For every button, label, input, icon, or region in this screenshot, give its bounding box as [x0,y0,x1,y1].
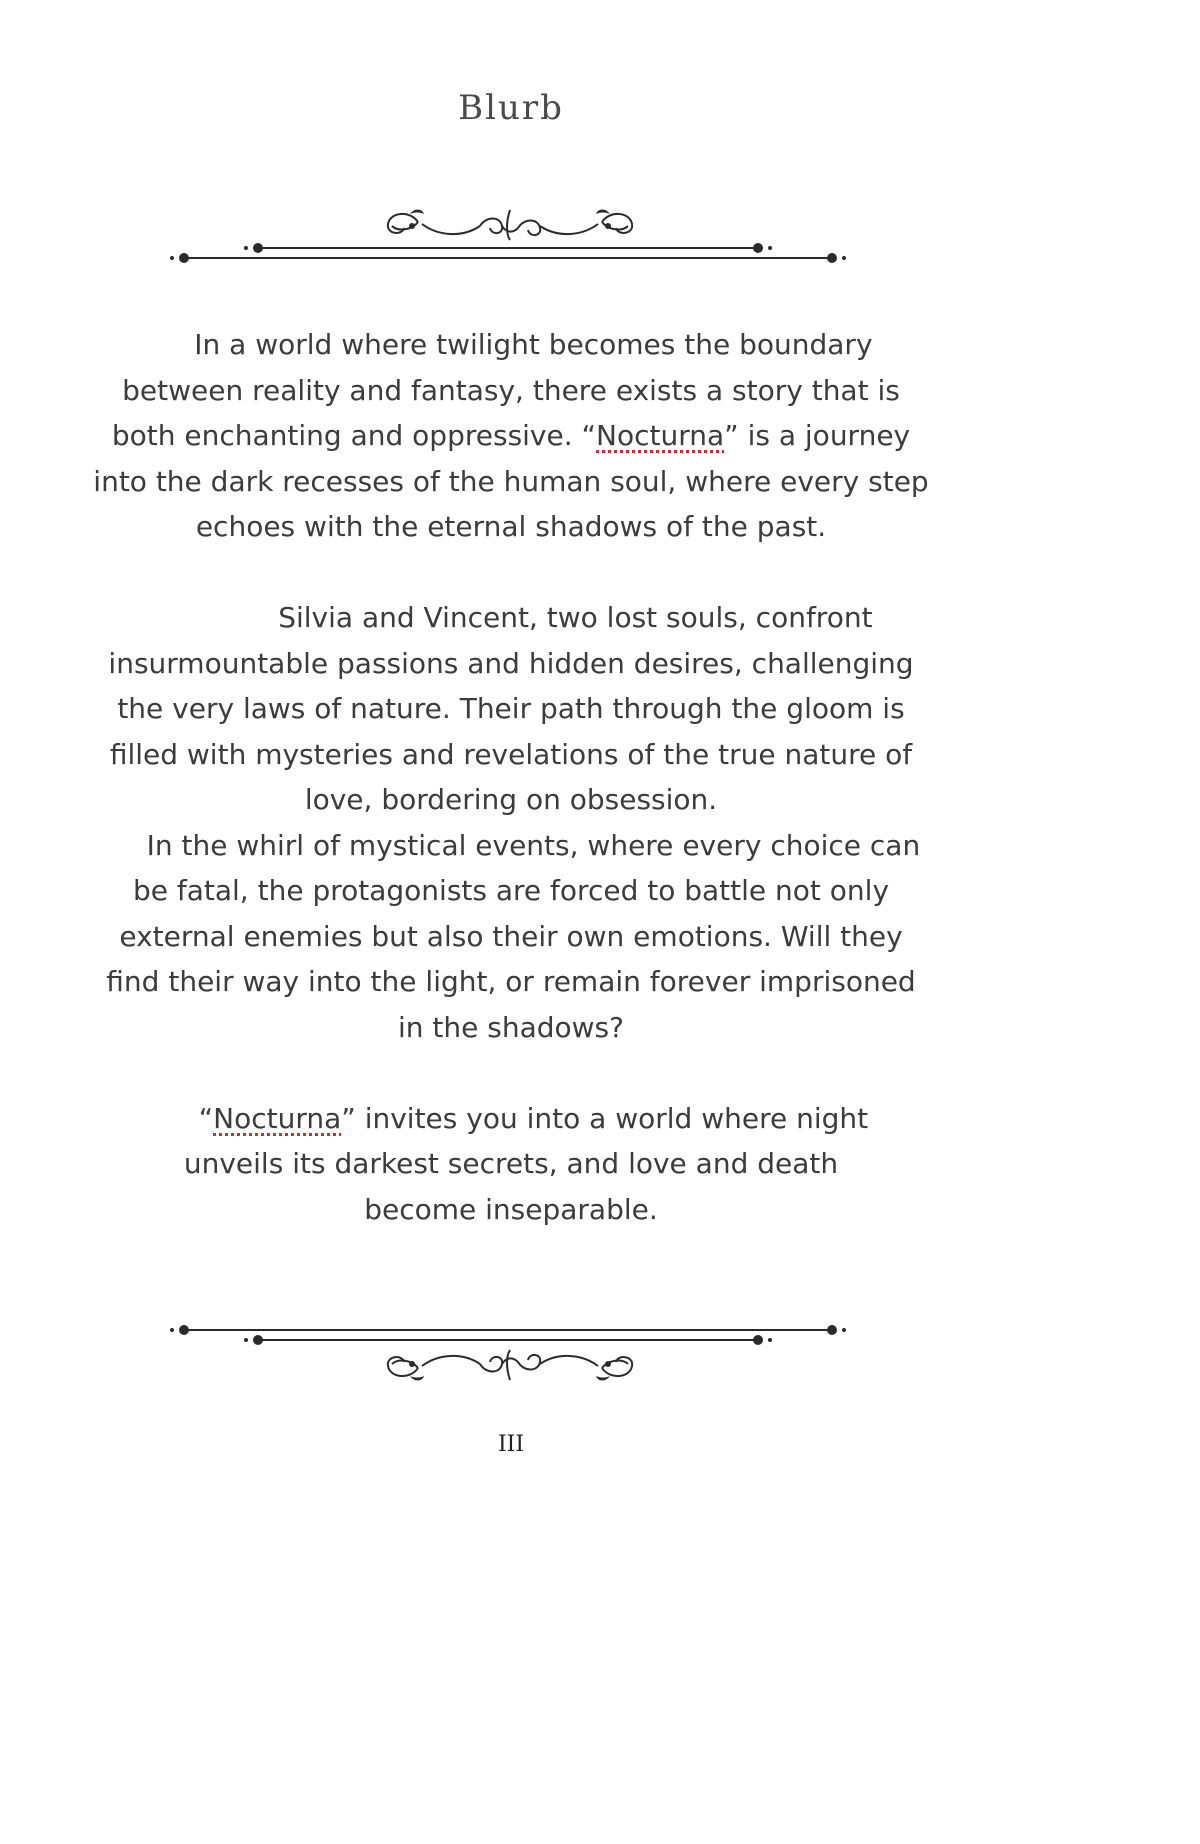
paragraph-1-end: ” is a journey into the dark recesses of the human soul, where every step echoes with the eternal shadows of the past. [93,419,929,543]
paragraph-4-end: ” invites you into a world where night unveils its darkest secrets, and love and death become inseparable. [183,1101,869,1226]
top-ornament-divider-icon [160,200,860,280]
paragraph-4-open-quote: “ [198,1101,214,1135]
bottom-ornament-divider-icon [160,1316,860,1396]
spellcheck-word-nocturna[interactable]: Nocturna [213,1101,342,1135]
page-title: Blurb [458,88,564,128]
spellcheck-word-nocturna[interactable]: Nocturna [596,419,725,452]
paragraph-1-start: In a world where twilight becomes the boundary between reality and fantasy, there exists a story that is both enchanting and oppressive. “ [111,328,900,452]
page-number: III [497,1432,525,1457]
blurb-paragraph-3: In the whirl of mystical events, where every choice can be fatal, the protagonists are forced to battle not only external enemies but also their own emotions. Will they find their way into the light, or remain forever imprisoned in the shadows? [106,828,921,1044]
blurb-paragraph-4 [90,1096,932,1233]
blurb-text [90,322,932,1232]
blurb-paragraph-2: Silvia and Vincent, two lost souls, confront insurmountable passions and hidden desires, challenging the very laws of nature. Their path through the gloom is filled with mysteries and revelations of the true nature of love, bordering on obsession. [108,601,914,816]
blurb-paragraph-1 [90,322,932,550]
